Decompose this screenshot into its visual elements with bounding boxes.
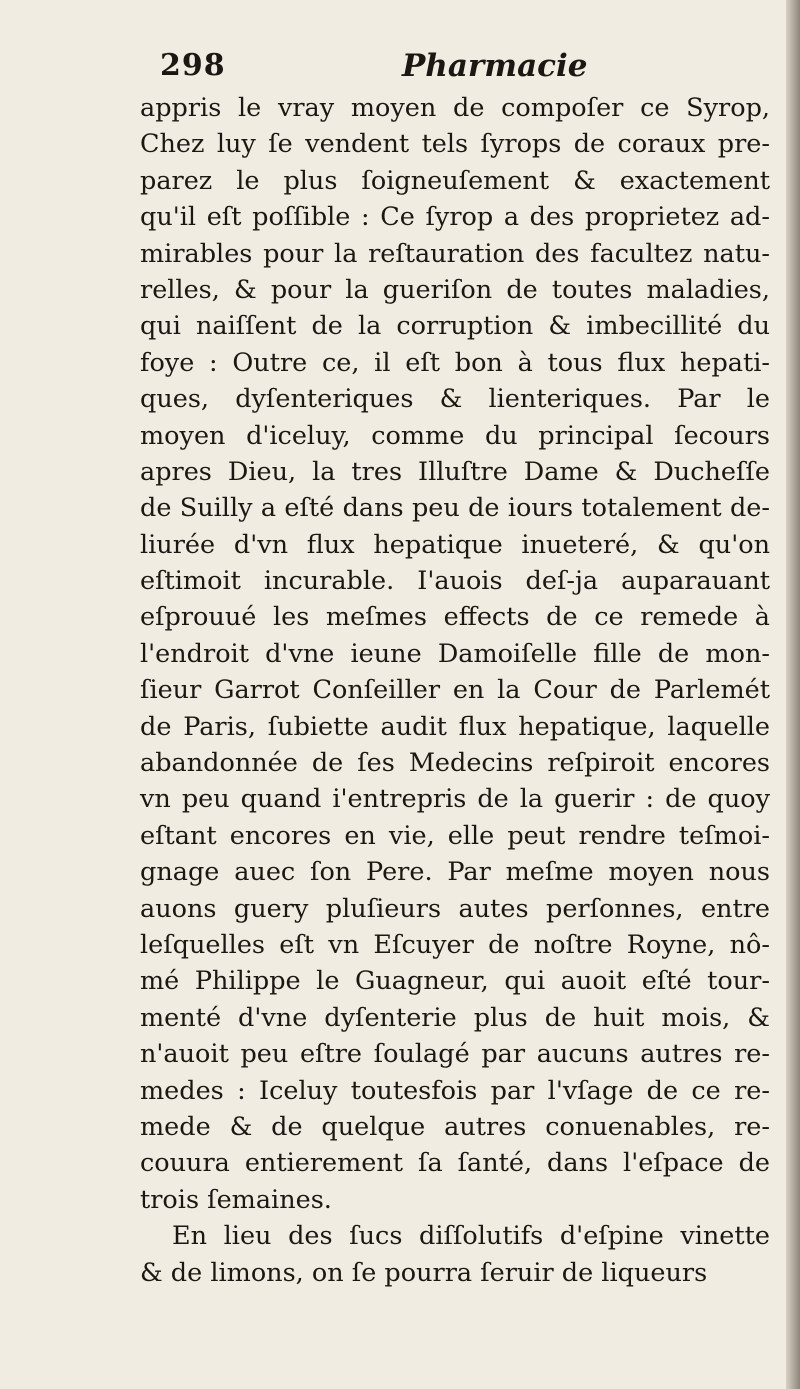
text-line: medes : Iceluy toutesfois par l'vſage de ce re- (140, 1075, 770, 1106)
text-line: & de limons, on ſe pourra ſeruir de liqueurs (140, 1257, 708, 1288)
text-line: En lieu des ſucs diſſolutifs d'eſpine vinette (172, 1221, 770, 1252)
text-line: eſtimoit incurable. I'auois deſ-ja auparauant (140, 566, 770, 597)
text-line: vn peu quand i'entrepris de la guerir : de quoy (140, 784, 770, 815)
text-line: de Suilly a eſté dans peu de iours totalement de- (140, 493, 770, 524)
text-line: abandonnée de ſes Medecins reſpiroit encores (140, 748, 770, 779)
text-line: eſprouué les meſmes effects de ce remede à (140, 602, 770, 633)
text-line: leſquelles eſt vn Eſcuyer de noſtre Royne, nô- (140, 929, 770, 960)
text-line: n'auoit peu eſtre ſoulagé par aucuns autres re- (140, 1039, 770, 1070)
text-line: gnage auec ſon Pere. Par meſme moyen nous (140, 857, 770, 888)
text-line: mirables pour la reſtauration des facultez natu- (140, 238, 770, 269)
text-line: de Paris, ſubiette audit flux hepatique, laquelle (140, 711, 770, 742)
text-line: couura entierement ſa ſanté, dans l'eſpace de (140, 1148, 770, 1179)
text-line: relles, & pour la gueriſon de toutes maladies, (140, 274, 770, 305)
text-line: mé Philippe le Guagneur, qui auoit eſté tour- (140, 966, 770, 997)
running-head: Pharmacie (402, 48, 588, 84)
text-line: ques, dyſenteriques & lienteriques. Par le (140, 384, 770, 415)
body-text (140, 90, 770, 1291)
text-line: qu'il eſt poſſible : Ce ſyrop a des proprietez ad- (140, 202, 770, 233)
page-header (160, 48, 588, 88)
text-line: foye : Outre ce, il eſt bon à tous flux hepati- (140, 347, 770, 378)
page-number: 298 (160, 48, 226, 83)
text-line: qui naiſſent de la corruption & imbecillité du (140, 311, 770, 342)
text-line: eſtant encores en vie, elle peut rendre teſmoi- (140, 820, 770, 851)
text-line: l'endroit d'vne ieune Damoiſelle fille de mon- (140, 638, 770, 669)
text-line: auons guery pluſieurs autes perſonnes, entre (140, 893, 770, 924)
text-line: parez le plus ſoigneuſement & exactement (140, 165, 770, 196)
text-line: mede & de quelque autres conuenables, re- (140, 1111, 770, 1142)
text-line: trois ſemaines. (140, 1184, 332, 1215)
text-line: liurée d'vn flux hepatique inueteré, & qu'on (140, 529, 770, 560)
text-line: apres Dieu, la tres Illuſtre Dame & Ducheſſe (140, 456, 770, 487)
text-line: appris le vray moyen de compoſer ce Syrop, (140, 93, 770, 123)
text-line: Chez luy ſe vendent tels ſyrops de coraux pre- (140, 129, 770, 160)
text-line: menté d'vne dyſenterie plus de huit mois, & (140, 1002, 770, 1033)
text-line: ſieur Garrot Conſeiller en la Cour de Parlemét (140, 675, 770, 706)
text-line: moyen d'iceluy, comme du principal ſecours (140, 420, 770, 451)
page-edge-shadow (786, 0, 800, 1389)
